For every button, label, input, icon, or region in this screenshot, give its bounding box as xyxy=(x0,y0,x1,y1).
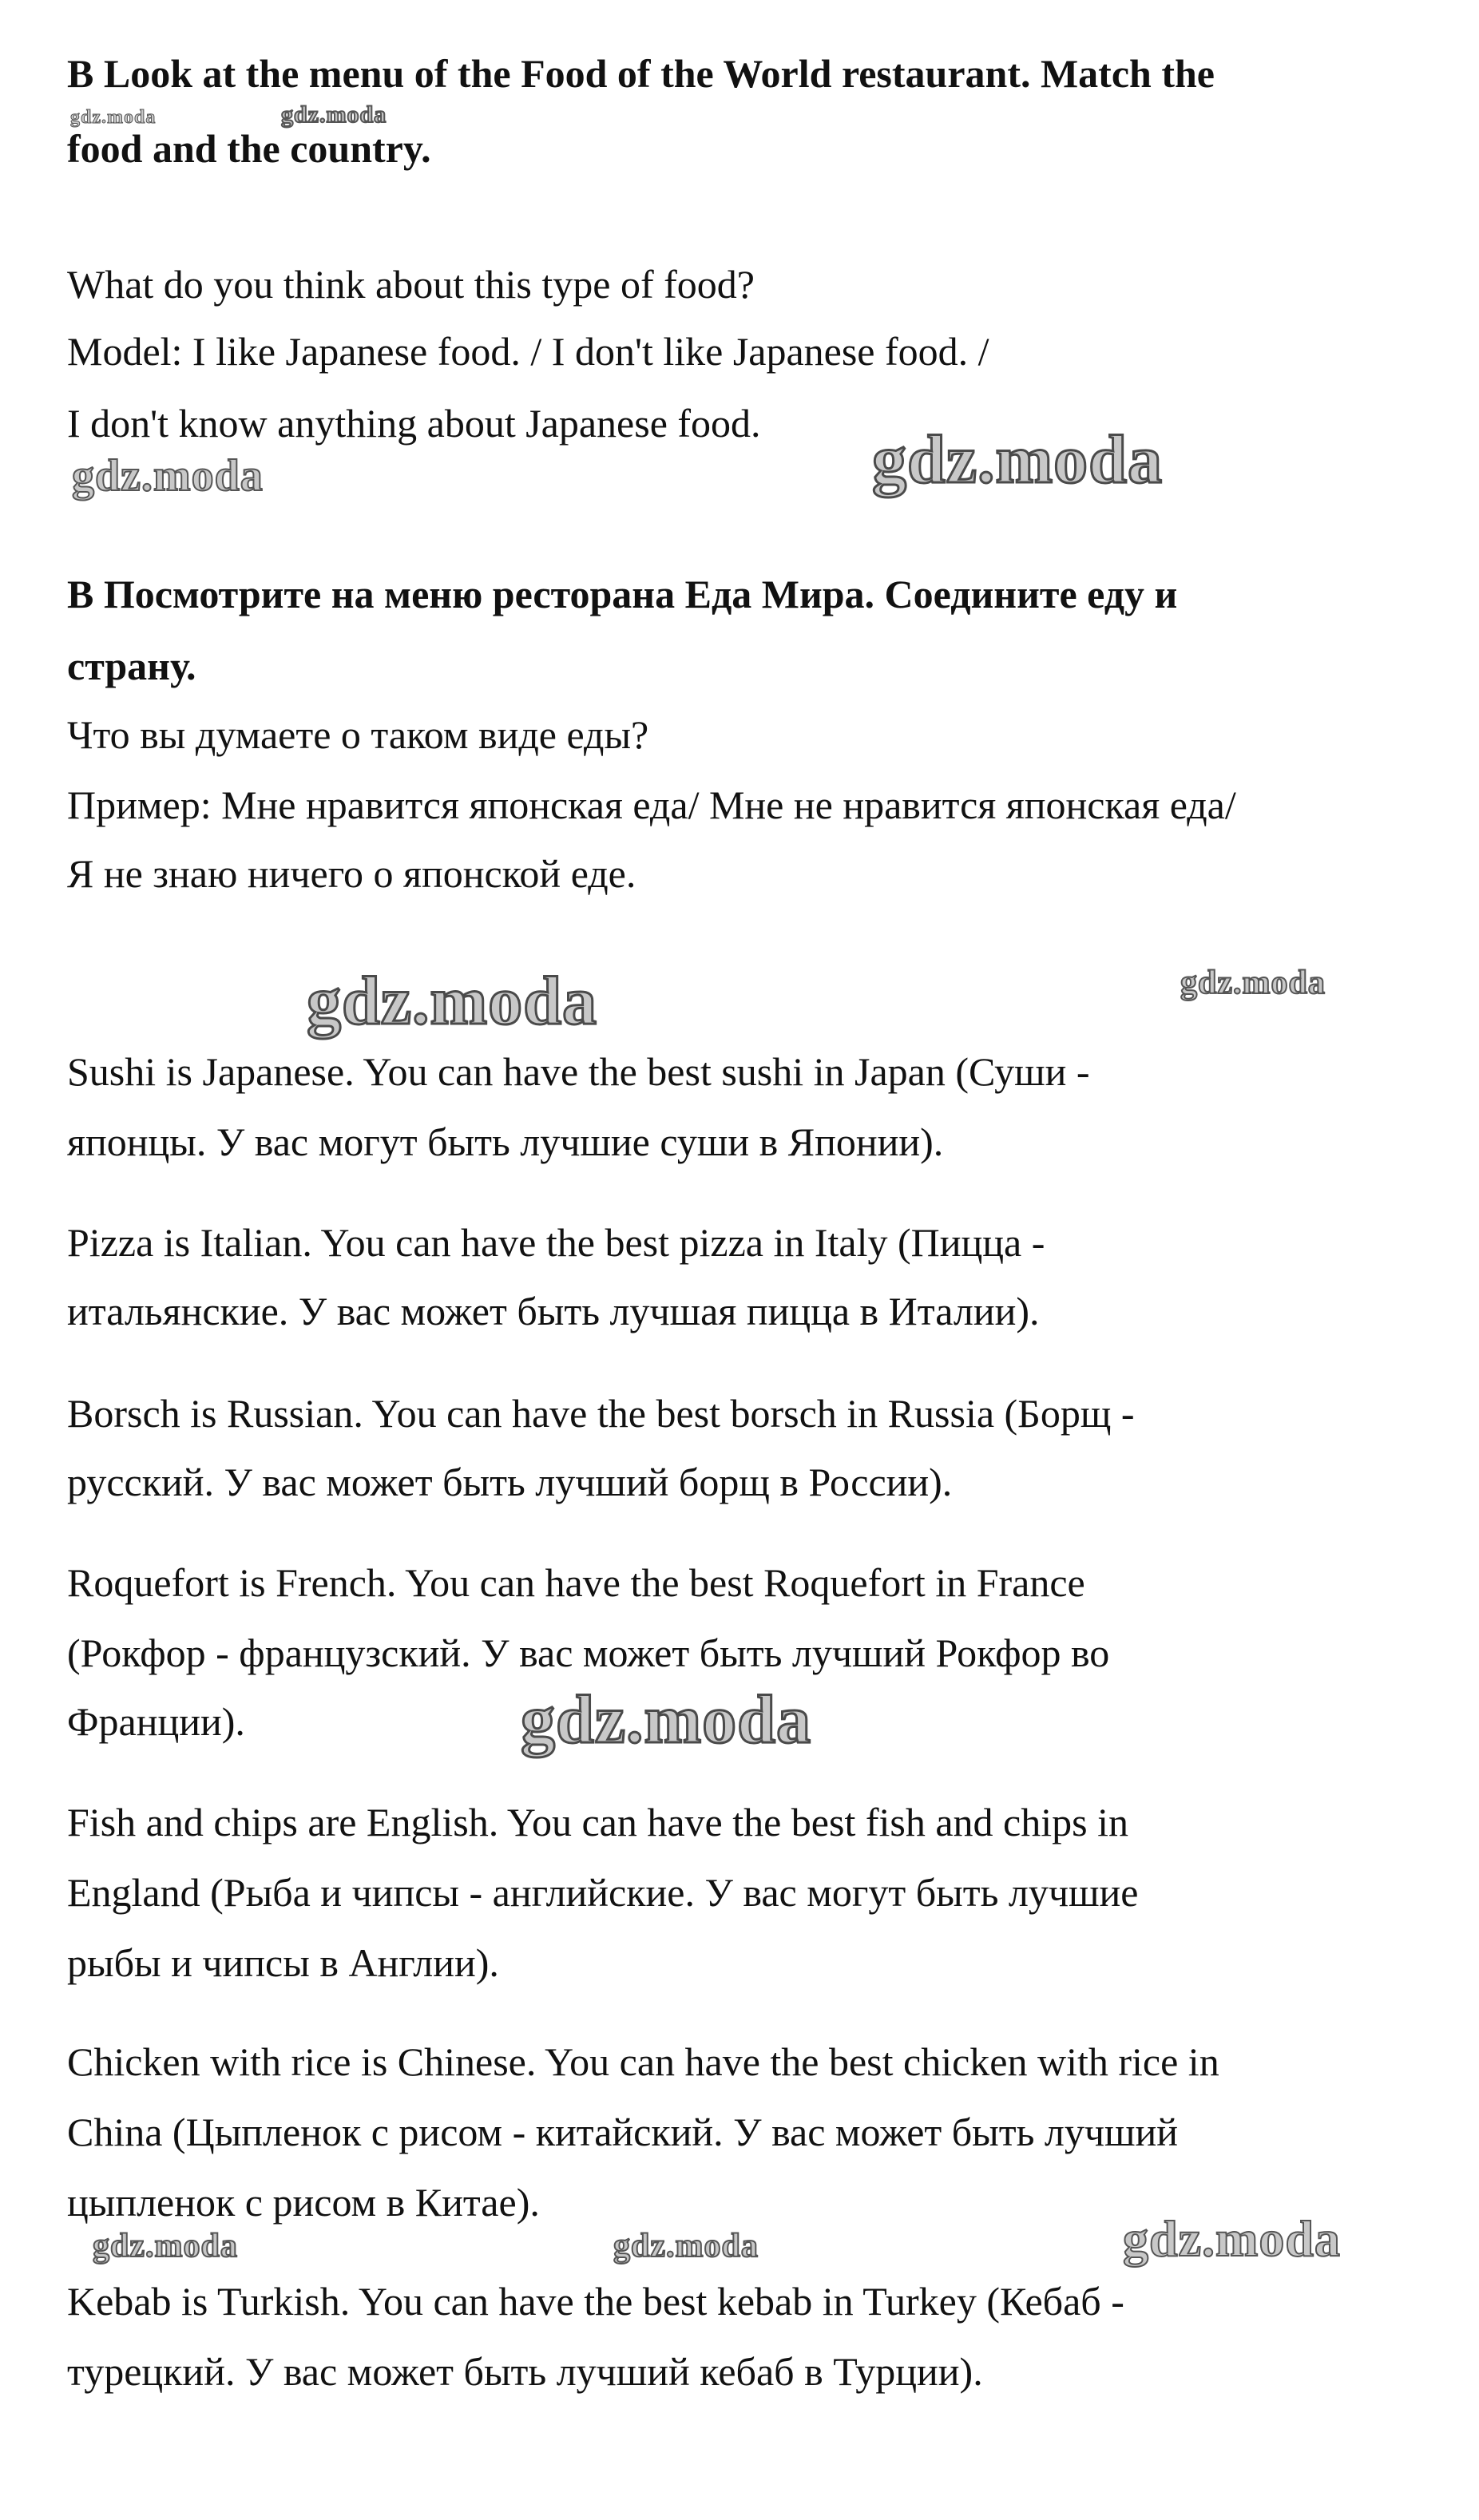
task-en-question: What do you think about this type of food? xyxy=(67,262,755,307)
watermark: gdz.moda xyxy=(70,107,157,128)
task-ru-model-line-1: Пример: Мне нравится японская еда/ Мне не нравится японская еда/ xyxy=(67,783,1236,827)
answer-line: рыбы и чипсы в Англии). xyxy=(67,1940,499,1985)
answer-line: China (Цыпленок с рисом - китайский. У вас может быть лучший xyxy=(67,2110,1179,2154)
answer-line: Pizza is Italian. You can have the best pizza in Italy (Пицца - xyxy=(67,1220,1045,1265)
task-en-model-line-1: Model: I like Japanese food. / I don't like Japanese food. / xyxy=(67,329,989,374)
task-ru-question: Что вы думаете о таком виде еды? xyxy=(67,712,649,757)
task-ru-title-line-1: B Посмотрите на меню ресторана Еда Мира. Соедините еду и xyxy=(67,572,1178,616)
task-en-title-line-2: food and the country. xyxy=(67,126,431,171)
answer-line: (Рокфор - французский. У вас может быть лучший Рокфор во xyxy=(67,1630,1110,1675)
task-ru-title-line-2: страну. xyxy=(67,644,196,688)
answer-line: Borsch is Russian. You can have the best borsch in Russia (Борщ - xyxy=(67,1391,1135,1436)
watermark: gdz.moda xyxy=(613,2228,759,2264)
watermark: gdz.moda xyxy=(1180,965,1326,1001)
answer-line: Roquefort is French. You can have the best Roquefort in France xyxy=(67,1560,1085,1605)
answer-line: японцы. У вас могут быть лучшие суши в Японии). xyxy=(67,1119,944,1164)
answer-line: русский. У вас может быть лучший борщ в России). xyxy=(67,1460,953,1504)
answer-line: Sushi is Japanese. You can have the best sushi in Japan (Суши - xyxy=(67,1049,1090,1094)
answer-line: Kebab is Turkish. You can have the best kebab in Turkey (Кебаб - xyxy=(67,2279,1124,2324)
watermark: gdz.moda xyxy=(521,1681,811,1757)
task-ru-model-line-2: Я не знаю ничего о японской еде. xyxy=(67,851,636,896)
watermark: gdz.moda xyxy=(93,2228,238,2264)
watermark: gdz.moda xyxy=(72,451,264,501)
answer-line: England (Рыба и чипсы - английские. У вас могут быть лучшие xyxy=(67,1870,1139,1915)
watermark: gdz.moda xyxy=(872,421,1163,497)
answer-line: Fish and chips are English. You can have the best fish and chips in xyxy=(67,1800,1128,1844)
task-en-model-line-2: I don't know anything about Japanese food. xyxy=(67,401,761,446)
answer-line: турецкий. У вас может быть лучший кебаб в Турции). xyxy=(67,2349,983,2394)
watermark: gdz.moda xyxy=(281,101,387,128)
watermark: gdz.moda xyxy=(307,962,597,1039)
answer-line: Chicken with rice is Chinese. You can have the best chicken with rice in xyxy=(67,2039,1219,2084)
answer-line: Франции). xyxy=(67,1699,245,1744)
answer-line: итальянские. У вас может быть лучшая пицца в Италии). xyxy=(67,1289,1040,1333)
watermark: gdz.moda xyxy=(1123,2210,1341,2267)
task-en-title-line-1: B Look at the menu of the Food of the World restaurant. Match the xyxy=(67,51,1215,96)
answer-line: цыпленок с рисом в Китае). xyxy=(67,2180,540,2225)
